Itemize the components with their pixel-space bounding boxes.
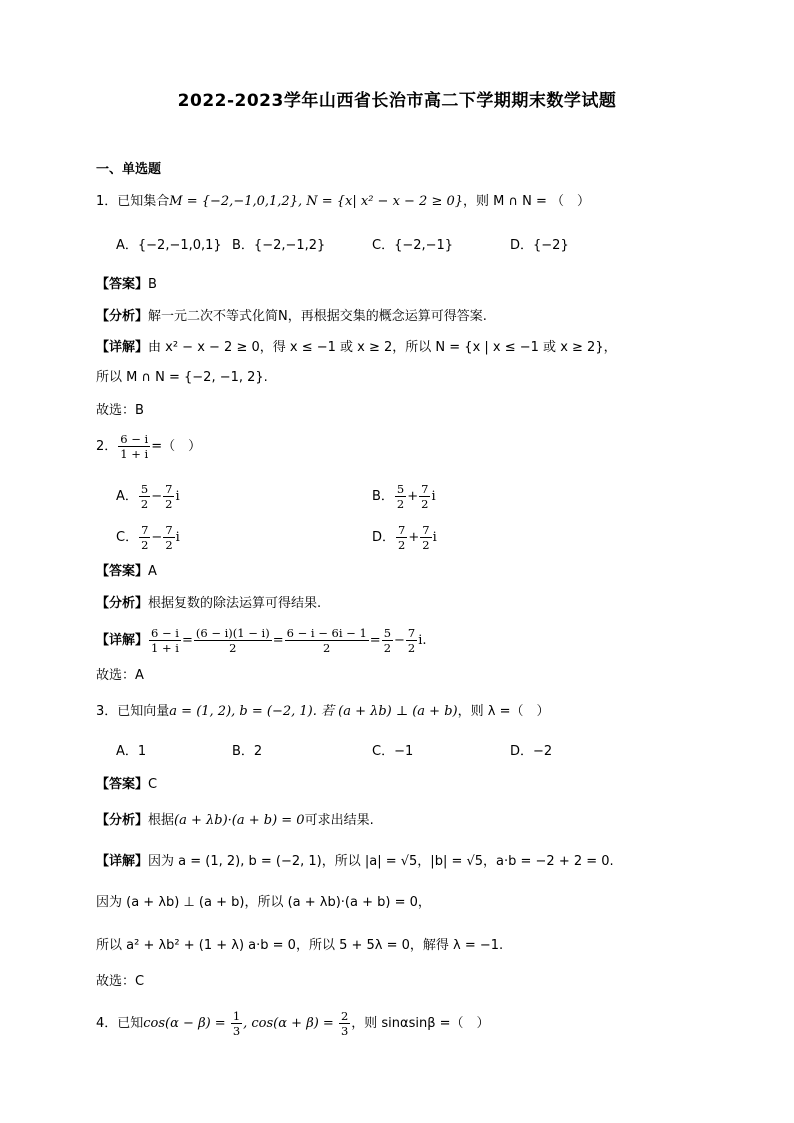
question-2-option-d [372,523,437,552]
answer-value: C [148,777,158,792]
question-2-label: 2． [96,439,118,454]
analysis-tag: 【分析】 [96,596,149,611]
fraction-numerator: 6 − i [120,432,149,446]
fraction-numerator: 7 [421,482,429,496]
fraction-numerator: 6 − i [151,626,179,640]
answer-value: B [148,277,157,292]
question-3-tail: ，则 λ =（ ） [457,704,550,719]
option-letter: C． [116,530,139,545]
fraction-denominator: 2 [140,497,149,511]
question-1-answer [96,276,157,294]
question-1-label: 1．已知集合 [96,194,170,209]
fraction-denominator: 2 [398,538,406,552]
question-3-detail-3: 所以 a² + λb² + (1 + λ) a·b = 0，所以 5 + 5λ = 0，解得 λ = −1. [96,938,504,953]
question-4-fraction-1 [231,1009,242,1038]
question-1-choice: 故选：B [96,403,144,418]
question-4-label: 4．已知 [96,1016,144,1031]
detail-fraction [406,626,417,655]
option-letter: D． [372,530,396,545]
fraction-numerator: 7 [165,482,173,496]
fraction-denominator: 1 + i [120,447,149,461]
fraction-numerator: 2 [340,1009,349,1023]
analysis-tag: 【分析】 [96,813,149,828]
imaginary-unit: i [431,489,436,504]
option-fraction [420,523,431,552]
question-2-fraction [118,432,150,461]
option-fraction [395,482,406,511]
fraction-denominator: 3 [232,1024,241,1038]
question-2-detail: 【详解】 $\frac{6 - i}{1 + i}$ = $\frac{(6 - i)(1 - i)}{2}$ = $\frac{6 - i - 6i - 1}{2}$ = $\frac{5}{2}$ − $\frac{7}{2}$ i. [96,626,427,655]
imaginary-unit: i [175,489,180,504]
detail-tag: 【详解】 [96,854,149,869]
fraction-denominator: 2 [422,538,430,552]
detail-fraction [285,626,369,655]
fraction-numerator: 7 [422,523,430,537]
question-4-math-2: , cos(α + β) = [243,1016,338,1031]
option-letter: A． [116,489,138,504]
analysis-pre: 根据 [148,813,175,828]
fraction-numerator: 7 [141,523,149,537]
option-operator: + [407,489,419,504]
detail-tag: 【详解】 [96,633,149,648]
question-1-option-a: A．{−2,−1,0,1} [116,238,222,253]
question-3-choice: 故选：C [96,974,145,989]
option-fraction [163,482,174,511]
question-2-tail: =（ ） [151,439,202,454]
option-letter: B． [372,489,394,504]
question-3-detail [96,853,614,871]
question-4-stem [96,1009,490,1038]
question-2-analysis [96,595,321,613]
fraction-numerator: 7 [165,523,173,537]
question-3-option-a: A．1 [116,744,147,759]
question-2-choice: 故选：A [96,668,144,683]
question-3-label: 3．已知向量 [96,704,170,719]
fraction-denominator: 2 [323,641,331,655]
option-fraction [396,523,407,552]
analysis-text: 根据复数的除法运算可得结果. [148,596,322,611]
answer-tag: 【答案】 [96,564,149,579]
option-fraction [139,482,150,511]
question-2-answer [96,563,157,581]
fraction-denominator: 2 [407,641,416,655]
fraction-denominator: 2 [165,538,173,552]
analysis-tag: 【分析】 [96,309,149,324]
question-3-option-b: B．2 [232,744,263,759]
fraction-denominator: 2 [165,497,173,511]
answer-tag: 【答案】 [96,277,149,292]
imaginary-unit: i [175,530,180,545]
analysis-text: 解一元二次不等式化简N，再根据交集的概念运算可得答案. [148,309,487,324]
fraction-denominator: 2 [383,641,392,655]
option-operator: − [151,530,163,545]
question-1-math: M = {−2,−1,0,1,2}, N = {x| x² − x − 2 ≥ 0} [169,194,464,209]
question-3-analysis [96,812,374,830]
question-1-detail [96,339,617,357]
question-4-math-1: cos(α − β) = [143,1016,230,1031]
question-3-option-d: D．−2 [510,744,553,759]
fraction-numerator: 7 [407,626,416,640]
analysis-math: (a + λb)·(a + b) = 0 [174,813,305,828]
detail-text: 因为 a = (1, 2), b = (−2, 1)，所以 |a| = √5，|b| = √5，a·b = −2 + 2 = 0. [148,854,614,869]
option-operator: + [408,530,420,545]
question-2-option-b [372,482,436,511]
fraction-numerator: 7 [398,523,406,537]
imaginary-unit: i [432,530,437,545]
question-2-option-c [116,523,180,552]
section-heading: 一、单选题 [96,162,162,177]
fraction-denominator: 2 [229,641,237,655]
question-1-detail-2: 所以 M ∩ N = {−2, −1, 2}. [96,370,268,385]
fraction-denominator: 2 [396,497,405,511]
fraction-denominator: 3 [340,1024,349,1038]
detail-text: 由 x² − x − 2 ≥ 0，得 x ≤ −1 或 x ≥ 2，所以 N = {x | x ≤ −1 或 x ≥ 2}， [148,340,617,355]
question-2-option-a [116,482,180,511]
fraction-numerator: 5 [396,482,405,496]
question-3-detail-2: 因为 (a + λb) ⊥ (a + b)，所以 (a + λb)·(a + b) = 0， [96,895,431,910]
question-1-tail: ，则 M ∩ N = （ ） [463,194,591,209]
fraction-denominator: 2 [421,497,429,511]
answer-tag: 【答案】 [96,777,149,792]
question-3-answer [96,776,157,794]
page-title: 2022-2023学年山西省长治市高二下学期期末数学试题 [177,91,617,111]
question-1-stem [96,193,590,211]
question-3-stem [96,703,549,721]
fraction-denominator: 1 + i [151,641,179,655]
fraction-numerator: 5 [383,626,392,640]
question-1-option-d: D．{−2} [510,238,569,253]
analysis-post: 可求出结果. [304,813,374,828]
fraction-numerator: 5 [140,482,149,496]
question-1-option-b: B．{−2,−1,2} [232,238,326,253]
question-4-fraction-2 [339,1009,350,1038]
fraction-numerator: 1 [232,1009,241,1023]
question-1-analysis [96,308,487,326]
fraction-numerator: (6 − i)(1 − i) [195,626,270,640]
question-1-option-c: C．{−2,−1} [372,238,454,253]
fraction-numerator: 6 − i − 6i − 1 [286,626,367,640]
detail-tag: 【详解】 [96,340,149,355]
question-2-stem [96,432,201,461]
option-fraction [163,523,174,552]
option-fraction [139,523,150,552]
detail-fraction [149,626,181,655]
answer-value: A [148,564,157,579]
option-fraction [419,482,430,511]
question-3-math: a = (1, 2), b = (−2, 1). 若 (a + λb) ⊥ (a + b) [169,704,458,719]
option-operator: − [151,489,163,504]
question-4-tail: ，则 sinαsinβ =（ ） [351,1016,490,1031]
detail-end: i. [418,633,427,648]
detail-fraction [194,626,272,655]
fraction-denominator: 2 [141,538,149,552]
detail-fraction [382,626,393,655]
question-3-option-c: C．−1 [372,744,414,759]
